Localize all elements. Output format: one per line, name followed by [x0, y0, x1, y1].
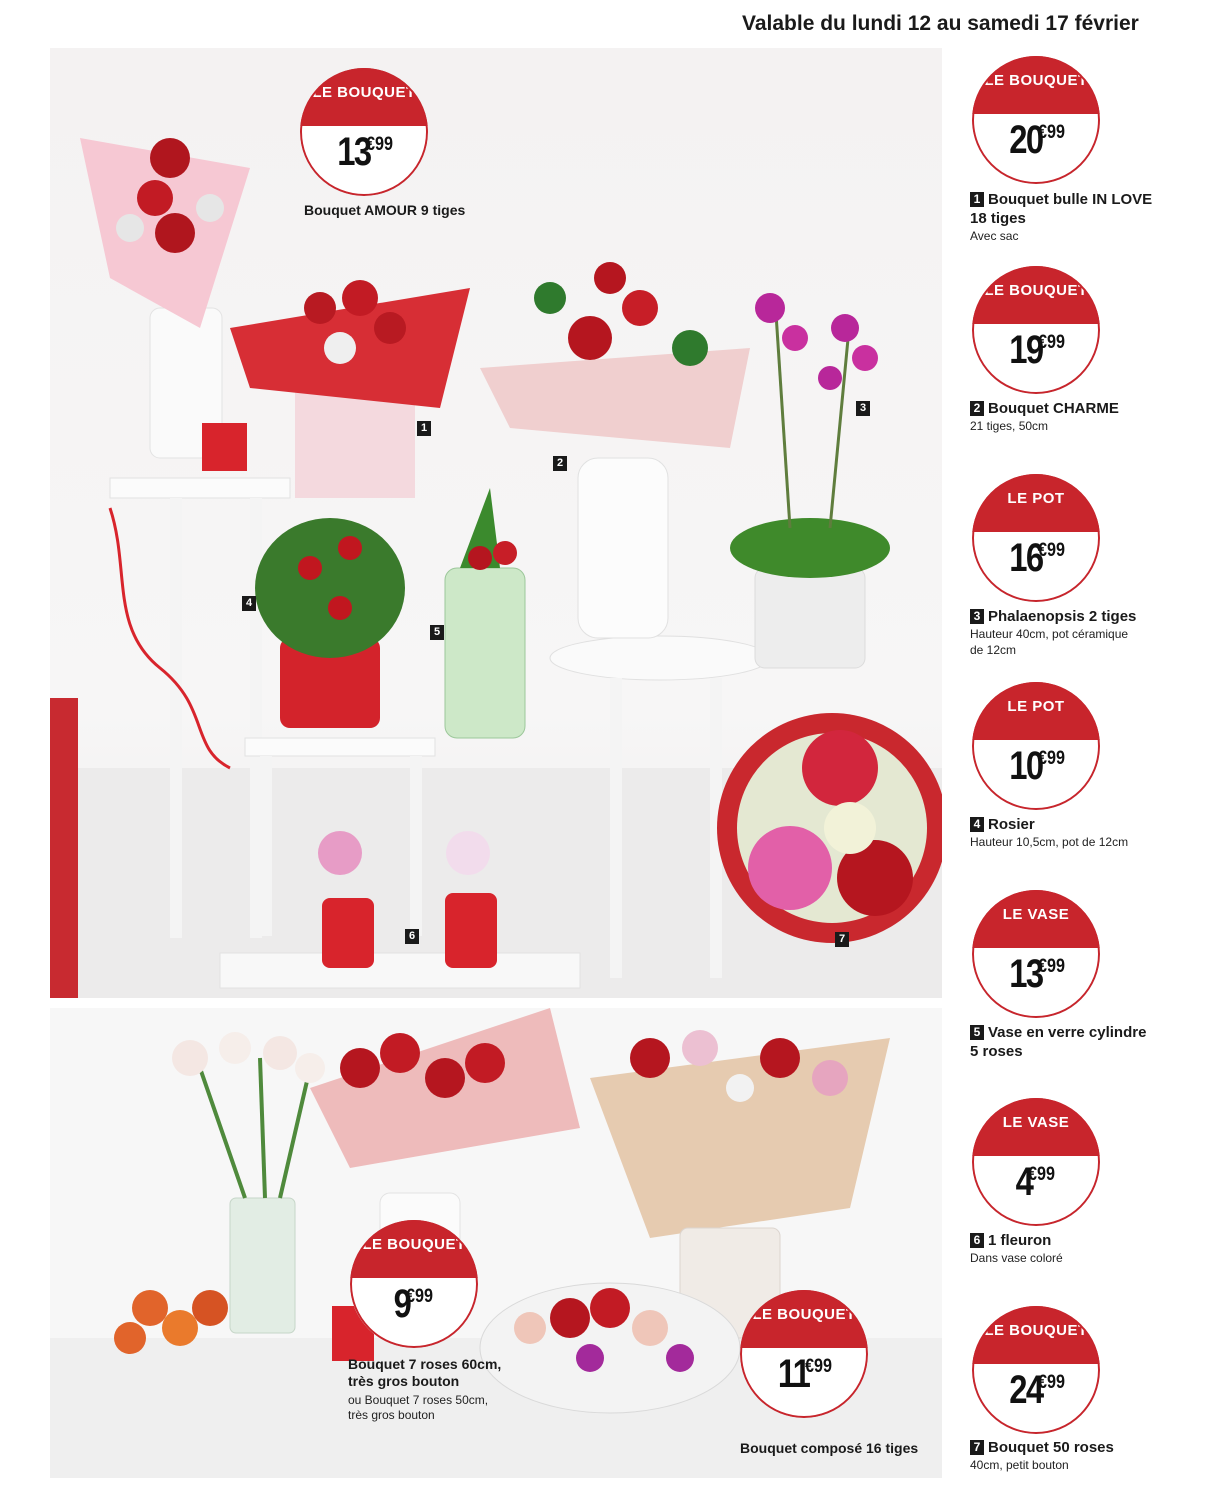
- offer-title: [970, 190, 1190, 209]
- item-number: 4: [970, 817, 984, 832]
- validity-period: Valable du lundi 12 au samedi 17 février: [742, 12, 1139, 35]
- offer-sub-line2: de 12cm: [970, 643, 1017, 657]
- item-number: 6: [970, 1233, 984, 1248]
- offer-desc-item-2: [970, 399, 1190, 434]
- offer-sub-line1: 21 tiges, 50cm: [970, 419, 1049, 433]
- price-cents: €99: [1038, 956, 1066, 977]
- price-euros: 10: [1009, 744, 1043, 788]
- product-photo-bottom: [50, 1008, 942, 1478]
- price-badge-compose: [740, 1290, 868, 1418]
- caption-amour: Bouquet AMOUR 9 tiges: [304, 202, 466, 218]
- offer-title-line1: 1 fleuron: [988, 1232, 1052, 1249]
- offer-title: [970, 607, 1190, 626]
- price-cents: €99: [1038, 1372, 1066, 1393]
- price-badge-item-7: [972, 1306, 1100, 1434]
- offer-title-line1: Bouquet 50 roses: [988, 1439, 1114, 1456]
- badge-label: LE POT: [1007, 698, 1065, 715]
- offer-title-line1: Phalaenopsis 2 tiges: [988, 608, 1137, 625]
- caption-compose: Bouquet composé 16 tiges: [740, 1440, 919, 1456]
- offer-title-line1: Rosier: [988, 816, 1035, 833]
- price-badge-item-5: [972, 890, 1100, 1018]
- offer-title-line1: Bouquet bulle IN LOVE: [988, 191, 1153, 208]
- offer-desc-item-5: [970, 1023, 1190, 1061]
- price-badge-item-6: [972, 1098, 1100, 1226]
- price-euros: 20: [1009, 118, 1043, 162]
- offer-desc-item-4: [970, 815, 1190, 850]
- price-cents: €99: [406, 1286, 434, 1307]
- price-badge-amour: [300, 68, 428, 196]
- item-number: 7: [970, 1440, 984, 1455]
- price-euros: 11: [777, 1352, 810, 1396]
- caption-7-roses-line2: très gros bouton: [348, 1373, 460, 1389]
- item-tag-5: 5: [430, 625, 444, 640]
- item-tag-3: 3: [856, 401, 870, 416]
- price-cents: €99: [1038, 540, 1066, 561]
- price-euros: 16: [1009, 536, 1043, 580]
- price-badge-item-3: [972, 474, 1100, 602]
- offer-sub-line1: Avec sac: [970, 229, 1019, 243]
- product-photo-top: [50, 48, 942, 998]
- badge-label: LE BOUQUET: [312, 84, 416, 101]
- price-cents: €99: [366, 134, 394, 155]
- price-cents: €99: [1038, 122, 1066, 143]
- caption-7-roses-sub2: très gros bouton: [348, 1408, 435, 1422]
- item-tag-7: 7: [835, 932, 849, 947]
- caption-7-roses-line1: Bouquet 7 roses 60cm,: [348, 1356, 502, 1372]
- item-tag-2: 2: [553, 456, 567, 471]
- caption-7-roses-sub1: ou Bouquet 7 roses 50cm,: [348, 1393, 489, 1407]
- offer-desc-item-3: [970, 607, 1190, 658]
- price-cents: €99: [1038, 748, 1066, 769]
- price-euros: 13: [1009, 952, 1043, 996]
- price-cents: €99: [1028, 1164, 1056, 1185]
- item-tag-6: 6: [405, 929, 419, 944]
- offer-title: [970, 1438, 1190, 1457]
- price-euros: 9: [393, 1282, 411, 1326]
- price-euros: 19: [1009, 328, 1043, 372]
- offer-title-line1: Vase en verre cylindre: [988, 1024, 1147, 1041]
- price-euros: 24: [1009, 1368, 1043, 1412]
- offer-sub-line1: 40cm, petit bouton: [970, 1458, 1069, 1472]
- offer-title-line2: 5 roses: [970, 1043, 1023, 1060]
- offer-sub-line1: Dans vase coloré: [970, 1251, 1063, 1265]
- price-badge-item-2: [972, 266, 1100, 394]
- price-badge-item-1: [972, 56, 1100, 184]
- offer-title: [970, 1231, 1190, 1250]
- price-badge-item-4: [972, 682, 1100, 810]
- item-number: 1: [970, 192, 984, 207]
- badge-label: LE BOUQUET: [984, 1322, 1088, 1339]
- price-cents: €99: [805, 1356, 833, 1377]
- price-euros: 13: [337, 130, 371, 174]
- badge-label: LE BOUQUET: [984, 282, 1088, 299]
- item-number: 2: [970, 401, 984, 416]
- offer-desc-item-1: [970, 190, 1190, 244]
- offer-sub-line1: Hauteur 10,5cm, pot de 12cm: [970, 835, 1129, 849]
- item-number: 3: [970, 609, 984, 624]
- badge-label: LE VASE: [1002, 906, 1070, 923]
- item-tag-1: 1: [417, 421, 431, 436]
- offer-desc-item-6: [970, 1231, 1190, 1266]
- badge-label: LE VASE: [1002, 1114, 1070, 1131]
- badge-label: LE BOUQUET: [752, 1306, 856, 1323]
- offer-title: [970, 1023, 1190, 1042]
- price-badge-7-roses: [350, 1220, 478, 1348]
- offer-title-line2: 18 tiges: [970, 210, 1026, 227]
- price-cents: €99: [1038, 332, 1066, 353]
- offer-title: [970, 815, 1190, 834]
- price-euros: 4: [1015, 1160, 1033, 1204]
- offer-title: [970, 399, 1190, 418]
- badge-label: LE POT: [1007, 490, 1065, 507]
- offer-desc-item-7: [970, 1438, 1190, 1473]
- offer-sub-line1: Hauteur 40cm, pot céramique: [970, 627, 1129, 641]
- offer-title-line1: Bouquet CHARME: [988, 400, 1119, 417]
- item-number: 5: [970, 1025, 984, 1040]
- badge-label: LE BOUQUET: [984, 72, 1088, 89]
- flowers-scene-illustration: [50, 48, 942, 998]
- badge-label: LE BOUQUET: [362, 1236, 466, 1253]
- item-tag-4: 4: [242, 596, 256, 611]
